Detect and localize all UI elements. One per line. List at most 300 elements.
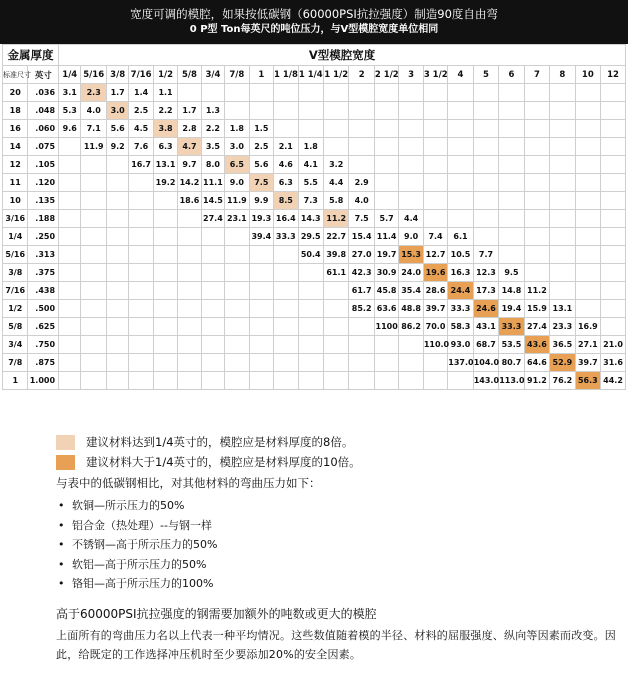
tonnage-cell [374, 192, 398, 210]
vdie-column-header: 5 [473, 66, 498, 84]
tonnage-cell [323, 300, 348, 318]
tonnage-cell [374, 354, 398, 372]
tonnage-cell [129, 282, 153, 300]
tonnage-cell: 4.0 [349, 192, 374, 210]
tonnage-cell [423, 210, 447, 228]
tonnage-cell: 23.3 [550, 318, 575, 336]
material-text: 铬钼—高于所示压力的100% [72, 577, 214, 590]
materials-list [58, 496, 217, 594]
tonnage-cell [106, 354, 128, 372]
tonnage-cell: 6.3 [274, 174, 298, 192]
table-row [3, 102, 626, 120]
tonnage-cell: 53.5 [499, 336, 524, 354]
tonnage-cell [106, 300, 128, 318]
tonnage-cell [601, 120, 626, 138]
tonnage-cell [249, 102, 273, 120]
tonnage-cell [550, 138, 575, 156]
tonnage-cell [575, 102, 600, 120]
tonnage-cell [81, 264, 106, 282]
tonnage-cell [575, 210, 600, 228]
thickness-cell: .500 [28, 300, 59, 318]
tonnage-cell [153, 228, 177, 246]
tonnage-cell [298, 354, 323, 372]
tonnage-cell: 14.2 [178, 174, 201, 192]
tonnage-cell: 2.5 [129, 102, 153, 120]
tonnage-cell: 8.5 [274, 192, 298, 210]
tonnage-cell [106, 156, 128, 174]
tonnage-cell [448, 84, 473, 102]
gauge-cell: 14 [3, 138, 28, 156]
tonnage-cell: 24.0 [399, 264, 423, 282]
tonnage-cell: 13.1 [153, 156, 177, 174]
tonnage-cell [129, 210, 153, 228]
tonnage-cell [323, 354, 348, 372]
legend-item-10x [56, 452, 361, 472]
tonnage-cell [524, 264, 549, 282]
tonnage-cell [349, 84, 374, 102]
tonnage-cell [249, 372, 273, 390]
tonnage-cell [601, 102, 626, 120]
tonnage-cell: 11.1 [201, 174, 224, 192]
tonnage-cell [59, 156, 81, 174]
press-tonnage-table [2, 44, 626, 390]
table-row [3, 84, 626, 102]
tonnage-cell: 76.2 [550, 372, 575, 390]
tonnage-cell [106, 372, 128, 390]
tonnage-cell: 9.6 [59, 120, 81, 138]
thickness-cell: .625 [28, 318, 59, 336]
tonnage-cell: 2.2 [201, 120, 224, 138]
tonnage-cell: 43.6 [524, 336, 549, 354]
tonnage-cell: 10.5 [448, 246, 473, 264]
tonnage-cell [601, 264, 626, 282]
tonnage-cell [448, 120, 473, 138]
tonnage-cell [575, 174, 600, 192]
tonnage-cell [349, 318, 374, 336]
tonnage-cell: 44.2 [601, 372, 626, 390]
tonnage-cell [448, 192, 473, 210]
thickness-cell: .036 [28, 84, 59, 102]
tonnage-cell [178, 336, 201, 354]
tonnage-cell [153, 282, 177, 300]
tonnage-cell [550, 246, 575, 264]
tonnage-cell [201, 228, 224, 246]
tonnage-cell: 3.5 [201, 138, 224, 156]
tonnage-cell [550, 174, 575, 192]
tonnage-cell [448, 102, 473, 120]
legend-item-8x [56, 432, 361, 452]
table-row [3, 372, 626, 390]
tonnage-cell [524, 120, 549, 138]
tonnage-cell: 61.7 [349, 282, 374, 300]
tonnage-cell [423, 192, 447, 210]
tonnage-cell [601, 318, 626, 336]
tonnage-cell: 4.0 [81, 102, 106, 120]
tonnage-cell [524, 102, 549, 120]
tonnage-cell [59, 282, 81, 300]
tonnage-cell [499, 84, 524, 102]
tonnage-cell [201, 282, 224, 300]
gauge-column-header: 标准尺寸 [3, 66, 28, 84]
tonnage-cell [129, 336, 153, 354]
vdie-column-header: 7/16 [129, 66, 153, 84]
tonnage-cell [473, 210, 498, 228]
tonnage-cell [575, 192, 600, 210]
tonnage-cell: 36.5 [550, 336, 575, 354]
tonnage-cell [550, 156, 575, 174]
gauge-cell: 1/2 [3, 300, 28, 318]
tonnage-cell [448, 372, 473, 390]
tonnage-cell: 33.3 [448, 300, 473, 318]
table-row [3, 156, 626, 174]
tonnage-cell [473, 84, 498, 102]
tonnage-cell: 50.4 [298, 246, 323, 264]
tonnage-cell [59, 336, 81, 354]
tonnage-cell: 27.4 [201, 210, 224, 228]
thickness-cell: .120 [28, 174, 59, 192]
tonnage-cell [81, 354, 106, 372]
tonnage-cell: 80.7 [499, 354, 524, 372]
tonnage-cell [106, 210, 128, 228]
tonnage-cell [473, 156, 498, 174]
tonnage-cell [178, 210, 201, 228]
tonnage-cell: 4.7 [178, 138, 201, 156]
gauge-cell: 12 [3, 156, 28, 174]
tonnage-cell: 9.0 [399, 228, 423, 246]
thickness-cell: .105 [28, 156, 59, 174]
tonnage-cell [225, 318, 249, 336]
tonnage-cell: 5.6 [249, 156, 273, 174]
list-item: • 铬钼—高于所示压力的100% [58, 577, 214, 590]
tonnage-cell: 7.5 [349, 210, 374, 228]
tonnage-cell [575, 300, 600, 318]
tonnage-cell [550, 282, 575, 300]
tonnage-cell: 14.8 [499, 282, 524, 300]
vdie-column-header: 1 1/4 [298, 66, 323, 84]
tonnage-cell: 35.4 [399, 282, 423, 300]
tonnage-cell [448, 210, 473, 228]
tonnage-cell [249, 300, 273, 318]
tonnage-cell [298, 120, 323, 138]
tonnage-cell [178, 300, 201, 318]
tonnage-cell: 5.7 [374, 210, 398, 228]
tonnage-cell [298, 318, 323, 336]
tonnage-cell: 30.9 [374, 264, 398, 282]
tonnage-cell [298, 282, 323, 300]
legend-swatch-light [56, 435, 75, 450]
tonnage-cell [423, 120, 447, 138]
tonnage-cell [81, 282, 106, 300]
tonnage-cell [601, 282, 626, 300]
tonnage-cell [178, 84, 201, 102]
tonnage-cell [274, 120, 298, 138]
tonnage-cell: 58.3 [448, 318, 473, 336]
tonnage-cell: 19.6 [423, 264, 447, 282]
metal-thickness-header: 金属厚度 [3, 45, 59, 66]
tonnage-cell: 39.7 [423, 300, 447, 318]
tonnage-cell [524, 156, 549, 174]
tonnage-cell [499, 228, 524, 246]
tonnage-cell [201, 300, 224, 318]
tonnage-cell: 16.7 [129, 156, 153, 174]
tonnage-cell: 16.9 [575, 318, 600, 336]
tonnage-cell: 93.0 [448, 336, 473, 354]
legend [56, 432, 361, 472]
legend-text-8x: 建议材料达到1/4英寸的，模腔应是材料厚度的8倍。 [86, 435, 354, 449]
tonnage-cell: 27.1 [575, 336, 600, 354]
tonnage-cell: 15.4 [349, 228, 374, 246]
tonnage-cell [575, 120, 600, 138]
thickness-cell: 1.000 [28, 372, 59, 390]
tonnage-cell: 31.6 [601, 354, 626, 372]
tonnage-cell: 11.2 [524, 282, 549, 300]
tonnage-cell [201, 354, 224, 372]
tonnage-cell [249, 282, 273, 300]
tonnage-cell [550, 102, 575, 120]
tonnage-cell [81, 174, 106, 192]
table-row [3, 138, 626, 156]
tonnage-cell: 39.8 [323, 246, 348, 264]
tonnage-cell [59, 300, 81, 318]
thickness-cell: .075 [28, 138, 59, 156]
list-item: • 软铜—所示压力的50% [58, 499, 185, 512]
tonnage-cell [274, 318, 298, 336]
material-text: 铝合金（热处理）--与钢一样 [72, 518, 212, 532]
tonnage-cell [178, 354, 201, 372]
thickness-cell: .375 [28, 264, 59, 282]
thickness-cell: .875 [28, 354, 59, 372]
tonnage-cell [575, 246, 600, 264]
tonnage-cell: 39.7 [575, 354, 600, 372]
tonnage-cell [349, 156, 374, 174]
tonnage-cell: 28.6 [423, 282, 447, 300]
tonnage-cell [201, 318, 224, 336]
vdie-column-header: 1/4 [59, 66, 81, 84]
tonnage-cell [129, 192, 153, 210]
tonnage-cell: 27.4 [524, 318, 549, 336]
tonnage-cell [249, 318, 273, 336]
vdie-column-header: 2 1/2 [374, 66, 398, 84]
tonnage-cell [524, 174, 549, 192]
tonnage-cell [524, 192, 549, 210]
tonnage-cell [59, 264, 81, 282]
tonnage-cell [201, 336, 224, 354]
tonnage-cell: 1.4 [129, 84, 153, 102]
tonnage-cell: 1.8 [225, 120, 249, 138]
tonnage-cell: 4.4 [323, 174, 348, 192]
table-row [3, 210, 626, 228]
tonnage-cell [153, 354, 177, 372]
tonnage-cell [374, 84, 398, 102]
tonnage-cell [249, 354, 273, 372]
thickness-cell: .313 [28, 246, 59, 264]
tonnage-cell [274, 264, 298, 282]
tonnage-cell [473, 138, 498, 156]
tonnage-cell: 2.1 [274, 138, 298, 156]
tonnage-cell [399, 120, 423, 138]
tonnage-cell: 1.5 [249, 120, 273, 138]
tonnage-cell: 43.1 [473, 318, 498, 336]
tonnage-cell: 3.8 [153, 120, 177, 138]
tonnage-cell: 11.4 [374, 228, 398, 246]
tonnage-cell [601, 228, 626, 246]
tonnage-cell: 11.9 [81, 138, 106, 156]
tonnage-cell [349, 354, 374, 372]
table-row [3, 228, 626, 246]
tonnage-cell: 56.3 [575, 372, 600, 390]
tonnage-cell: 17.3 [473, 282, 498, 300]
tonnage-cell [524, 210, 549, 228]
tonnage-cell [374, 156, 398, 174]
tonnage-cell [129, 354, 153, 372]
tonnage-cell [399, 372, 423, 390]
tonnage-cell [575, 282, 600, 300]
tonnage-cell [178, 318, 201, 336]
tonnage-cell [349, 102, 374, 120]
tonnage-cell: 6.1 [448, 228, 473, 246]
tonnage-cell [323, 138, 348, 156]
tonnage-cell [499, 192, 524, 210]
tonnage-cell [323, 84, 348, 102]
tonnage-cell [323, 102, 348, 120]
table-row [3, 246, 626, 264]
tonnage-cell: 1.7 [106, 84, 128, 102]
tonnage-cell: 5.3 [59, 102, 81, 120]
tonnage-cell [81, 228, 106, 246]
tonnage-cell: 19.2 [153, 174, 177, 192]
tonnage-cell [129, 372, 153, 390]
tonnage-cell [423, 174, 447, 192]
tonnage-cell [249, 336, 273, 354]
tonnage-cell [423, 354, 447, 372]
tonnage-cell [106, 318, 128, 336]
tonnage-cell [448, 138, 473, 156]
tonnage-cell [499, 246, 524, 264]
tonnage-cell: 6.5 [225, 156, 249, 174]
table-row [3, 120, 626, 138]
tonnage-cell: 2.8 [178, 120, 201, 138]
tonnage-cell [550, 120, 575, 138]
vdie-column-header: 1 1/8 [274, 66, 298, 84]
tonnage-cell: 12.3 [473, 264, 498, 282]
tonnage-cell [473, 120, 498, 138]
table-row [3, 282, 626, 300]
tonnage-cell [81, 192, 106, 210]
tonnage-cell: 137.0 [448, 354, 473, 372]
tonnage-cell [323, 318, 348, 336]
tonnage-cell [601, 174, 626, 192]
tonnage-cell: 29.5 [298, 228, 323, 246]
tonnage-cell [499, 210, 524, 228]
tonnage-cell: 86.2 [399, 318, 423, 336]
tonnage-cell [225, 84, 249, 102]
gauge-cell: 18 [3, 102, 28, 120]
tonnage-cell [153, 246, 177, 264]
tonnage-cell [106, 282, 128, 300]
list-item: • 不锈钢—高于所示压力的50% [58, 538, 218, 551]
tonnage-cell [399, 156, 423, 174]
tonnage-cell [274, 102, 298, 120]
tonnage-cell: 9.9 [249, 192, 273, 210]
tonnage-cell [550, 264, 575, 282]
table-row [3, 174, 626, 192]
header-title: 宽度可调的模腔，如果按低碳钢（60000PSI抗拉强度）制造90度自由弯 [130, 7, 498, 21]
tonnage-cell [374, 174, 398, 192]
tonnage-cell: 5.6 [106, 120, 128, 138]
tonnage-cell [499, 174, 524, 192]
tonnage-cell [59, 372, 81, 390]
tonnage-cell [274, 282, 298, 300]
gauge-cell: 11 [3, 174, 28, 192]
tonnage-cell: 24.6 [473, 300, 498, 318]
tonnage-cell [499, 138, 524, 156]
tonnage-cell [298, 84, 323, 102]
tonnage-cell [81, 210, 106, 228]
gauge-cell: 5/16 [3, 246, 28, 264]
header-subtitle: 0 P型 Ton每英尺的吨位压力，与V型模腔宽度单位相同 [189, 24, 439, 35]
tonnage-cell [59, 138, 81, 156]
tonnage-cell [575, 138, 600, 156]
vdie-column-header: 6 [499, 66, 524, 84]
tonnage-cell [59, 228, 81, 246]
vdie-column-header: 3 1/2 [423, 66, 447, 84]
tonnage-cell [524, 138, 549, 156]
tonnage-cell [178, 264, 201, 282]
tonnage-cell [524, 84, 549, 102]
vdie-column-header: 1 [249, 66, 273, 84]
tonnage-cell [129, 228, 153, 246]
tonnage-cell [129, 174, 153, 192]
tonnage-cell [473, 192, 498, 210]
tonnage-cell [249, 84, 273, 102]
tonnage-cell [153, 192, 177, 210]
material-text: 不锈钢—高于所示压力的50% [72, 538, 218, 551]
tonnage-cell [153, 336, 177, 354]
tonnage-cell: 4.1 [298, 156, 323, 174]
tonnage-cell [349, 336, 374, 354]
tonnage-cell [59, 246, 81, 264]
tonnage-cell [499, 120, 524, 138]
tonnage-cell: 7.1 [81, 120, 106, 138]
gauge-cell: 10 [3, 192, 28, 210]
tonnage-cell: 11.9 [225, 192, 249, 210]
tonnage-cell: 85.2 [349, 300, 374, 318]
tonnage-cell: 18.6 [178, 192, 201, 210]
tonnage-cell [249, 246, 273, 264]
thickness-cell: .048 [28, 102, 59, 120]
tonnage-cell [153, 300, 177, 318]
tonnage-cell [106, 246, 128, 264]
tonnage-cell [225, 354, 249, 372]
tonnage-cell [225, 264, 249, 282]
vdie-column-header: 4 [448, 66, 473, 84]
tonnage-cell [153, 318, 177, 336]
tonnage-cell: 7.4 [423, 228, 447, 246]
tonnage-cell [448, 174, 473, 192]
tonnage-cell [349, 372, 374, 390]
tonnage-cell [225, 300, 249, 318]
tonnage-cell [81, 372, 106, 390]
tonnage-cell: 9.7 [178, 156, 201, 174]
tonnage-cell: 1.7 [178, 102, 201, 120]
tonnage-cell: 61.1 [323, 264, 348, 282]
tonnage-cell: 3.0 [225, 138, 249, 156]
tonnage-cell [178, 372, 201, 390]
tonnage-cell [274, 84, 298, 102]
tonnage-cell [59, 354, 81, 372]
tonnage-cell [178, 228, 201, 246]
tonnage-cell: 2.5 [249, 138, 273, 156]
